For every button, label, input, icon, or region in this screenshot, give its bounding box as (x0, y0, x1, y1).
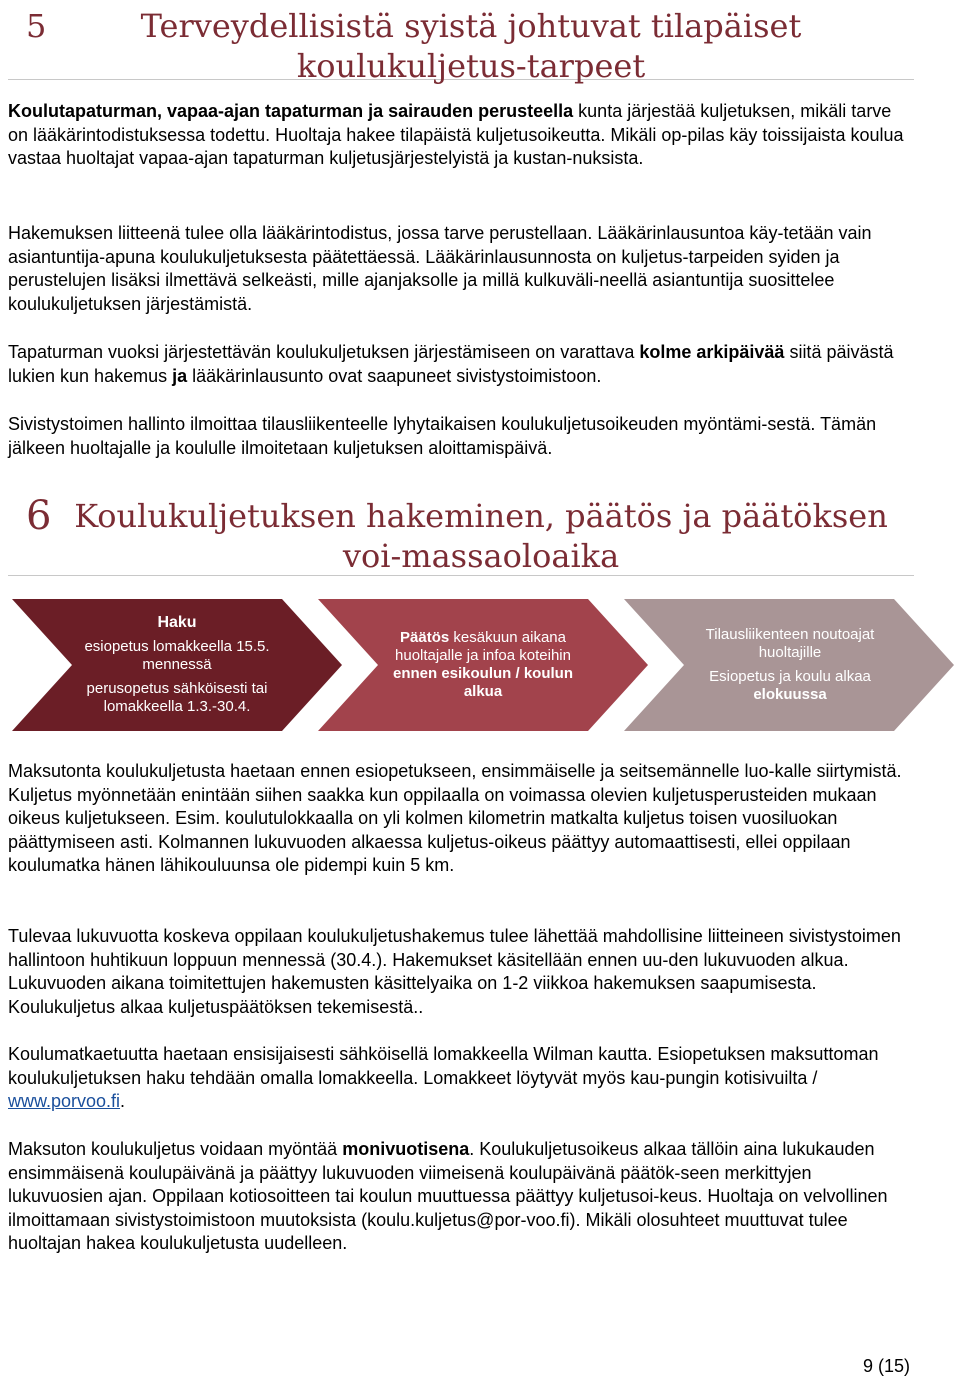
paragraph-wilma-form (8, 1043, 905, 1114)
paragraph-three-workdays (8, 341, 905, 388)
flow-step-pickup-times (690, 595, 890, 735)
text-run: Koulumatkaetuutta haetaan ensisijaisesti sähköisellä lomakkeella Wilman kautta. Esiopetuksen maksuttoman koulukuljetuksen haku tehdään omalla lomakkeella. Lomakkeet löytyvät myös kau-pungin kotisivuilta / (8, 1044, 879, 1088)
paragraph-medical-certificate: Hakemuksen liitteenä tulee olla lääkärintodistus, jossa tarve perustellaan. Lääkärinlausuntoa käy-tetään vain asiantuntija-apuna koulukuljetuksesta päätettäessä. Lääkärinlausunnosta on kuljetus-tarpeiden syiden ja perustelujen lisäksi ilmettävä selkeästi, mille ajanjaksolle ja millä kulkuväli-neellä asiantuntija suosittelee koulukuljetuksen järjestämistä. (8, 223, 872, 314)
paragraph-accident-transport (8, 100, 905, 171)
step-text: esiopetus lomakkeella 15.5. mennessä (84, 638, 270, 673)
section-number: 5 (26, 7, 47, 45)
section-6-heading (8, 482, 914, 576)
page-number: 9 (15) (862, 1356, 910, 1376)
flow-step-application (82, 595, 272, 735)
bold-phrase: Päätös (400, 629, 450, 646)
bold-phrase: monivuotisena (342, 1139, 470, 1159)
section-title: Koulukuljetuksen hakeminen, päätös ja päätöksen voi-massaoloaika (74, 497, 888, 575)
paragraph-text: kunta järjestää kuljetuksen, mikäli tarve on lääkärintodistuksessa todettu. Huoltaja hakee tilapäistä kuljetusoikeutta. Mikäli op-pilas käy toissijaista koulua vastaa huoltajat vapaa-ajan tapaturman kuljetusjärjestelyistä ja kustan-nuksista. (8, 101, 904, 168)
bold-phrase: elokuussa (753, 686, 827, 703)
text-run: . (120, 1091, 126, 1111)
step-text: Tilausliikenteen noutoajat huoltajille (705, 626, 875, 661)
section-number: 6 (26, 493, 52, 539)
section-title: Terveydellisistä syistä johtuvat tilapäiset koulukuljetus-tarpeet (140, 7, 802, 85)
section-5-heading (8, 0, 914, 85)
text-run: Tapaturman vuoksi järjestettävän koulukuljetuksen järjestämiseen on varattava (8, 342, 640, 362)
flow-step-decision (378, 595, 588, 735)
paragraph-free-transport: Maksutonta koulukuljetusta haetaan ennen esiopetukseen, ensimmäiselle ja seitsemännelle luo-kalle siirtymistä. Kuljetus myönnetään enintään siihen saakka kun oppilaalla on voimassa olevien kuljetusperusteiden mukaan oikeus kuljetukseen. Esim. koulutulokkaalla on yli kolmen kilometrin matkalta kuljetus toisen vuosiluokan päättymiseen asti. Kolmannen lukuvuoden alkaessa kuljetus-oikeus päättyy automaattisesti, ellei oppilaan koulumatka hänen lähikouluunsa ole pidempi kuin 5 km. (8, 761, 902, 875)
text-run: . Koulukuljetusoikeus alkaa tällöin aina lukukauden ensimmäisenä koulupäivänä ja päättyy lukuvuoden viimeisenä koulupäivänä päätök-seen merkittyjen lukuvuosien ajan. Oppilaan kotiosoitteen tai koulun muuttuessa päättyy kuljetusoi-keus. Huoltaja on velvollinen ilmoittamaan sivistystoimistoon muutoksista (koulu.kuljetus@por-voo.fi). Mikäli olosuhteet muuttuvat tulee huoltajan hakea koulukuljetusta uudelleen. (8, 1139, 888, 1253)
text-run: lääkärinlausunto ovat saapuneet sivistystoimistoon. (187, 365, 602, 386)
paragraph-notification: Sivistystoimen hallinto ilmoittaa tilausliikenteelle lyhytaikaisen koulukuljetusoikeuden myöntämi-sestä. Tämän jälkeen huoltajalle ja koululle ilmoitetaan kuljetuksen aloittamispäivä. (8, 414, 877, 458)
text-run: Maksuton koulukuljetus voidaan myöntää (8, 1139, 343, 1159)
step-text (690, 668, 890, 704)
text-run: Esiopetus ja koulu alkaa (709, 668, 871, 685)
paragraph-application-deadline: Tulevaa lukuvuotta koskeva oppilaan koulukuljetushakemus tulee lähettää mahdollisine liitteineen sivistystoimen hallintoon huhtikuun loppuun mennessä (30.4.). Hakemukset käsitellään ennen uu-den lukuvuoden alkua. Lukuvuoden aikana toimitettujen hakemusten käsittelyaika on 1-2 viikkoa hakemuksen saapumisesta. Koulukuljetus alkaa kuljetuspäätöksen tekemisestä.. (8, 926, 901, 1017)
text-run: siitä päivästä lukien kun hakemus (8, 342, 894, 386)
bold-phrase: ennen esikoulun / koulun alkua (392, 665, 573, 700)
bold-phrase: kolme arkipäivää (639, 342, 785, 362)
text-run: kesäkuun aikana huoltajalle ja infoa koteihin (395, 629, 571, 664)
paragraph-multi-year (8, 1138, 905, 1256)
step-text (378, 629, 588, 701)
step-title: Haku (157, 614, 197, 631)
bold-phrase: ja (172, 365, 188, 386)
website-link[interactable]: www.porvoo.fi (8, 1091, 121, 1111)
step-text: perusopetus sähköisesti tai lomakkeella 1.3.-30.4. (86, 680, 268, 715)
bold-phrase: Koulutapaturman, vapaa-ajan tapaturman ja sairauden perusteella (8, 101, 574, 121)
process-flow (0, 595, 960, 735)
